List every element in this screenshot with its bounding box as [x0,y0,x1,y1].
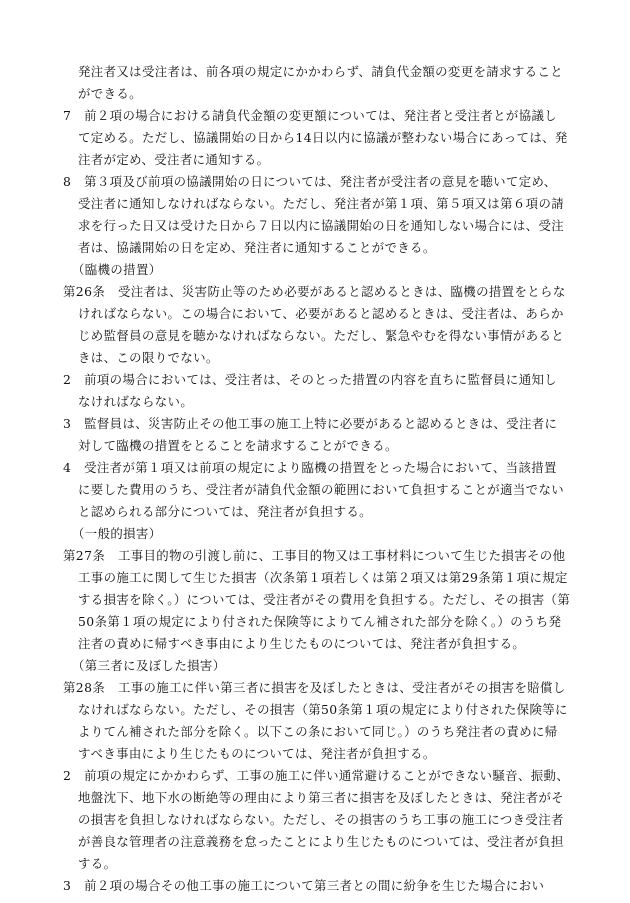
section-heading: （一般的損害） [72,526,162,541]
text-line: すべき事由により生じたものについては、発注者が負担する。 [78,746,436,761]
text-line: ければならない。この場合において、必要があると認めるときは、受注者は、あらか [78,306,564,321]
text-line: する。 [78,856,117,871]
section-heading: （臨機の措置） [72,262,162,277]
text-line: じめ監督員の意見を聴かなければならない。ただし、緊急やむを得ない事情があると [78,328,565,343]
text-line: と認められる部分については、発注者が負担する。 [78,504,372,519]
text-line: 発注者又は受注者は、前各項の規定にかかわらず、請負代金額の変更を請求すること [78,64,564,79]
text-line: 7 前２項の場合における請負代金額の変更額については、発注者と受注者とが協議し [63,108,558,123]
text-line: 工事の施工に関して生じた損害（次条第１項若しくは第２項又は第29条第１項に規定 [78,570,568,585]
text-line: ができる。 [78,86,142,101]
text-line: に要した費用のうち、受注者が請負代金額の範囲において負担することが適当でない [78,482,565,497]
text-line: なければならない。 [78,394,194,409]
text-line: きは、この限りでない。 [78,350,219,365]
text-line: する損害を除く。）については、受注者がその費用を負担する。ただし、その損害（第 [78,592,571,607]
article-line: 第28条 工事の施工に伴い第三者に損害を及ぼしたときは、受注者がその損害を賠償し [63,680,566,695]
text-line: 地盤沈下、地下水の断絶等の理由により第三者に損害を及ぼしたときは、発注者がそ [78,790,565,805]
article-line: 第27条 工事目的物の引渡し前に、工事目的物又は工事材料について生じた損害その他 [63,548,566,563]
text-line: が善良な管理者の注意義務を怠ったことにより生じたものについては、受注者が負担 [78,834,564,849]
text-line: 2 前項の規定にかかわらず、工事の施工に伴い通常避けることができない騒音、振動、 [63,768,570,783]
text-line: 受注者に通知しなければならない。ただし、発注者が第１項、第５項又は第６項の請 [78,196,565,211]
text-line: 50条第１項の規定により付された保険等によりてん補された部分を除く。）のうち発 [78,614,562,629]
text-line: 者は、協議開始の日を定め、発注者に通知することができる。 [78,240,436,255]
text-line: 注者の責めに帰すべき事由により生じたものについては、発注者が負担する。 [78,636,526,651]
text-line: の損害を負担しなければならない。ただし、その損害のうち工事の施工につき受注者 [78,812,564,827]
text-line: 4 受注者が第１項又は前項の規定により臨機の措置をとった場合において、当該措置 [63,460,557,475]
text-line: 3 前２項の場合その他工事の施工について第三者との間に紛争を生じた場合におい [63,878,545,893]
text-line: 3 監督員は、災害防止その他工事の施工上特に必要があると認めるときは、受注者に [63,416,558,431]
text-line: 8 第３項及び前項の協議開始の日については、発注者が受注者の意見を聴いて定め、 [63,174,557,189]
text-line: なければならない。ただし、その損害（第50条第１項の規定により付された保険等に [78,702,568,717]
section-heading: （第三者に及ぼした損害） [72,658,226,673]
text-line: て定める。ただし、協議開始の日から14日以内に協議が整わない場合にあっては、発 [78,130,568,145]
text-line: 注者が定め、受注者に通知する。 [78,152,270,167]
text-line: 対して臨機の措置をとることを請求することができる。 [78,438,398,453]
text-line: よりてん補された部分を除く。以下この条において同じ。）のうち発注者の責めに帰 [78,724,558,739]
article-line: 第26条 受注者は、災害防止等のため必要があると認めるときは、臨機の措置をとらな [63,284,566,299]
text-line: 求を行った日又は受けた日から７日以内に協議開始の日を通知しない場合には、受注 [78,218,565,233]
text-line: 2 前項の場合においては、受注者は、そのとった措置の内容を直ちに監督員に通知し [63,372,558,387]
